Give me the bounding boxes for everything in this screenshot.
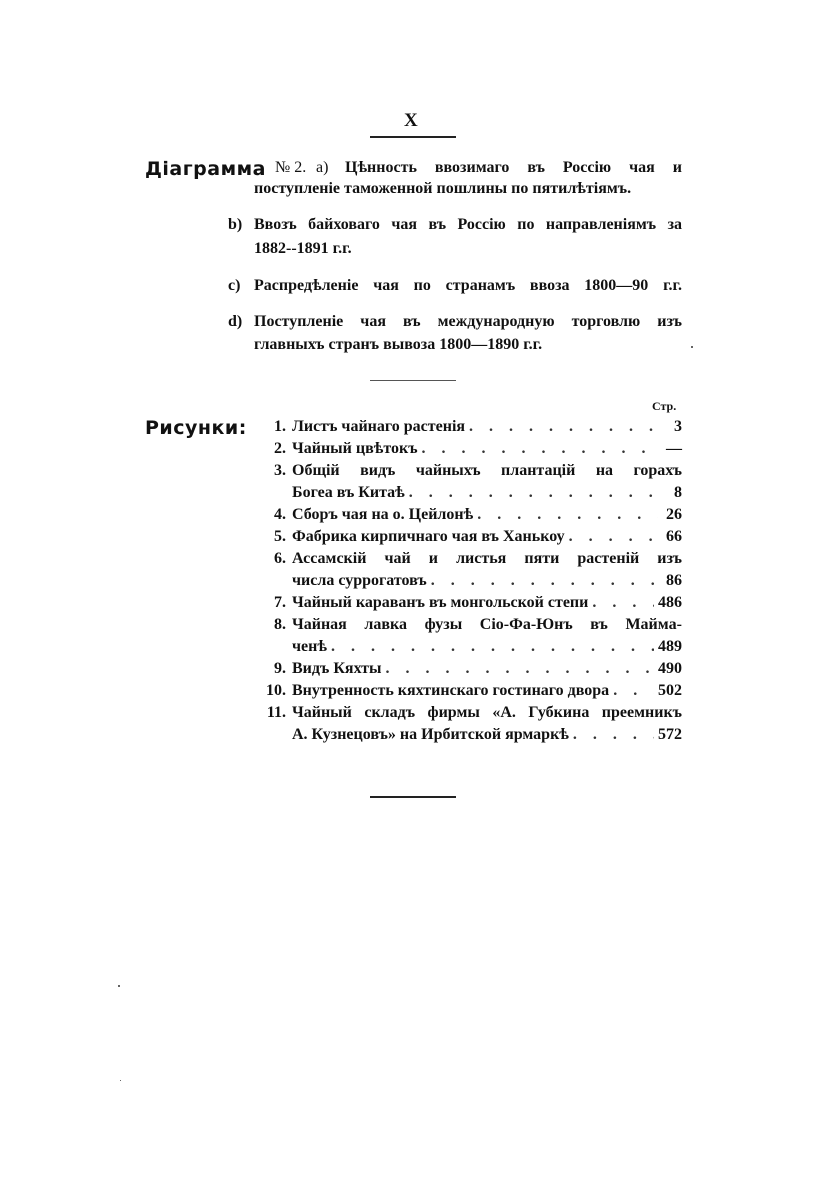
dot-leader [431, 572, 658, 590]
figure-item [258, 528, 682, 546]
figure-item [258, 506, 682, 524]
footer-rule [370, 796, 456, 798]
scan-speck [118, 985, 120, 987]
figure-page: — [666, 440, 682, 457]
figure-page: 489 [658, 638, 682, 655]
page-column-header: Стр. [652, 399, 677, 413]
scan-speck [120, 1080, 121, 1081]
figure-item [258, 594, 682, 612]
diagram-c-line1: Распредѣленіе чая по странамъ ввоза 1800—90 г.г. [254, 277, 682, 294]
figure-title: Внутренность кяхтинскаго гостинаго двора [292, 682, 610, 699]
figure-item [258, 418, 682, 436]
figure-number: 5. [274, 528, 286, 545]
figure-item [258, 440, 682, 458]
dot-leader [331, 638, 654, 656]
diagram-b-line2: 1882--1891 г.г. [254, 240, 352, 257]
dot-leader [477, 506, 658, 524]
figure-title: Листъ чайнаго растенія [292, 418, 466, 435]
diagram-letter-a: a) [316, 159, 329, 176]
figure-item [258, 660, 682, 678]
figure-page: 486 [658, 594, 682, 611]
figure-page: 3 [674, 418, 682, 435]
dot-leader [613, 682, 654, 700]
dot-leader [422, 440, 658, 458]
figure-number: 7. [274, 594, 286, 611]
figure-page: 26 [666, 506, 682, 523]
diagram-d-line2: главныхъ странъ вывоза 1800—1890 г.г. [254, 336, 543, 353]
dot-leader [386, 660, 654, 678]
figure-item [258, 616, 682, 634]
dot-leader [569, 528, 658, 546]
figure-title: Общій видъ чайныхъ плантацій на горахъ [292, 462, 682, 479]
figure-title: ченѣ [292, 638, 327, 655]
header-rule [370, 136, 456, 138]
diagram-letter-b: b) [228, 216, 243, 233]
diagrams-label: Діаграмма [145, 158, 266, 180]
figure-item [258, 462, 682, 480]
figure-number: 10. [266, 682, 286, 699]
figure-item [258, 726, 682, 744]
figure-title: Видъ Кяхты [292, 660, 382, 677]
figure-title: числа суррогатовъ [292, 572, 427, 589]
dot-leader [592, 594, 654, 612]
figure-page: 502 [658, 682, 682, 699]
diagram-b-line1: Ввозъ байховаго чая въ Россію по направленіямъ за [254, 216, 682, 233]
figure-page: 86 [666, 572, 682, 589]
figure-item [258, 572, 682, 590]
figure-title: Чайный складъ фирмы «А. Губкина преемникъ [292, 704, 682, 721]
figure-page: 8 [674, 484, 682, 501]
diagram-d-line1: Поступленіе чая въ международную торговлю изъ [254, 313, 682, 330]
figure-number: 8. [274, 616, 286, 633]
scan-speck [691, 346, 693, 348]
figure-item [258, 704, 682, 722]
diagram-number: № 2. [275, 159, 307, 176]
figure-number: 3. [274, 462, 286, 479]
dot-leader [469, 418, 658, 436]
figure-number: 11. [266, 704, 286, 721]
figure-item [258, 550, 682, 568]
diagram-a-line2: поступленіе таможенной пошлины по пятилѣтіямъ. [254, 180, 632, 197]
figure-number: 6. [274, 550, 286, 567]
figure-title: Фабрика кирпичнаго чая въ Ханькоу [292, 528, 565, 545]
figure-title: Чайный цвѣтокъ [292, 440, 418, 457]
diagram-a-line1: Цѣнность ввозимаго въ Россію чая и [345, 159, 682, 176]
section-divider [370, 380, 456, 381]
figure-title: Богеа въ Китаѣ [292, 484, 405, 501]
page-number: X [404, 110, 418, 131]
figure-title: Чайный караванъ въ монгольской степи [292, 594, 589, 611]
figure-number: 1. [274, 418, 286, 435]
diagram-letter-d: d) [228, 313, 243, 330]
dot-leader [409, 484, 658, 502]
figure-number: 2. [274, 440, 286, 457]
figure-title: Сборъ чая на о. Цейлонѣ [292, 506, 474, 523]
figure-page: 66 [666, 528, 682, 545]
figure-item [258, 484, 682, 502]
figure-number: 9. [274, 660, 286, 677]
figure-title: Чайная лавка фузы Сіо-Фа-Юнъ въ Маймa- [292, 616, 682, 633]
figure-page: 572 [658, 726, 682, 743]
figure-title: Ассамскій чай и листья пяти растеній изъ [292, 550, 682, 567]
figure-page: 490 [658, 660, 682, 677]
dot-leader [573, 726, 654, 744]
figure-item [258, 682, 682, 700]
figure-item [258, 638, 682, 656]
figure-number: 4. [274, 506, 286, 523]
figure-title: А. Кузнецовъ» на Ирбитской ярмаркѣ [292, 726, 569, 743]
figures-label: Рисунки: [145, 417, 247, 439]
diagram-letter-c: c) [228, 277, 241, 294]
